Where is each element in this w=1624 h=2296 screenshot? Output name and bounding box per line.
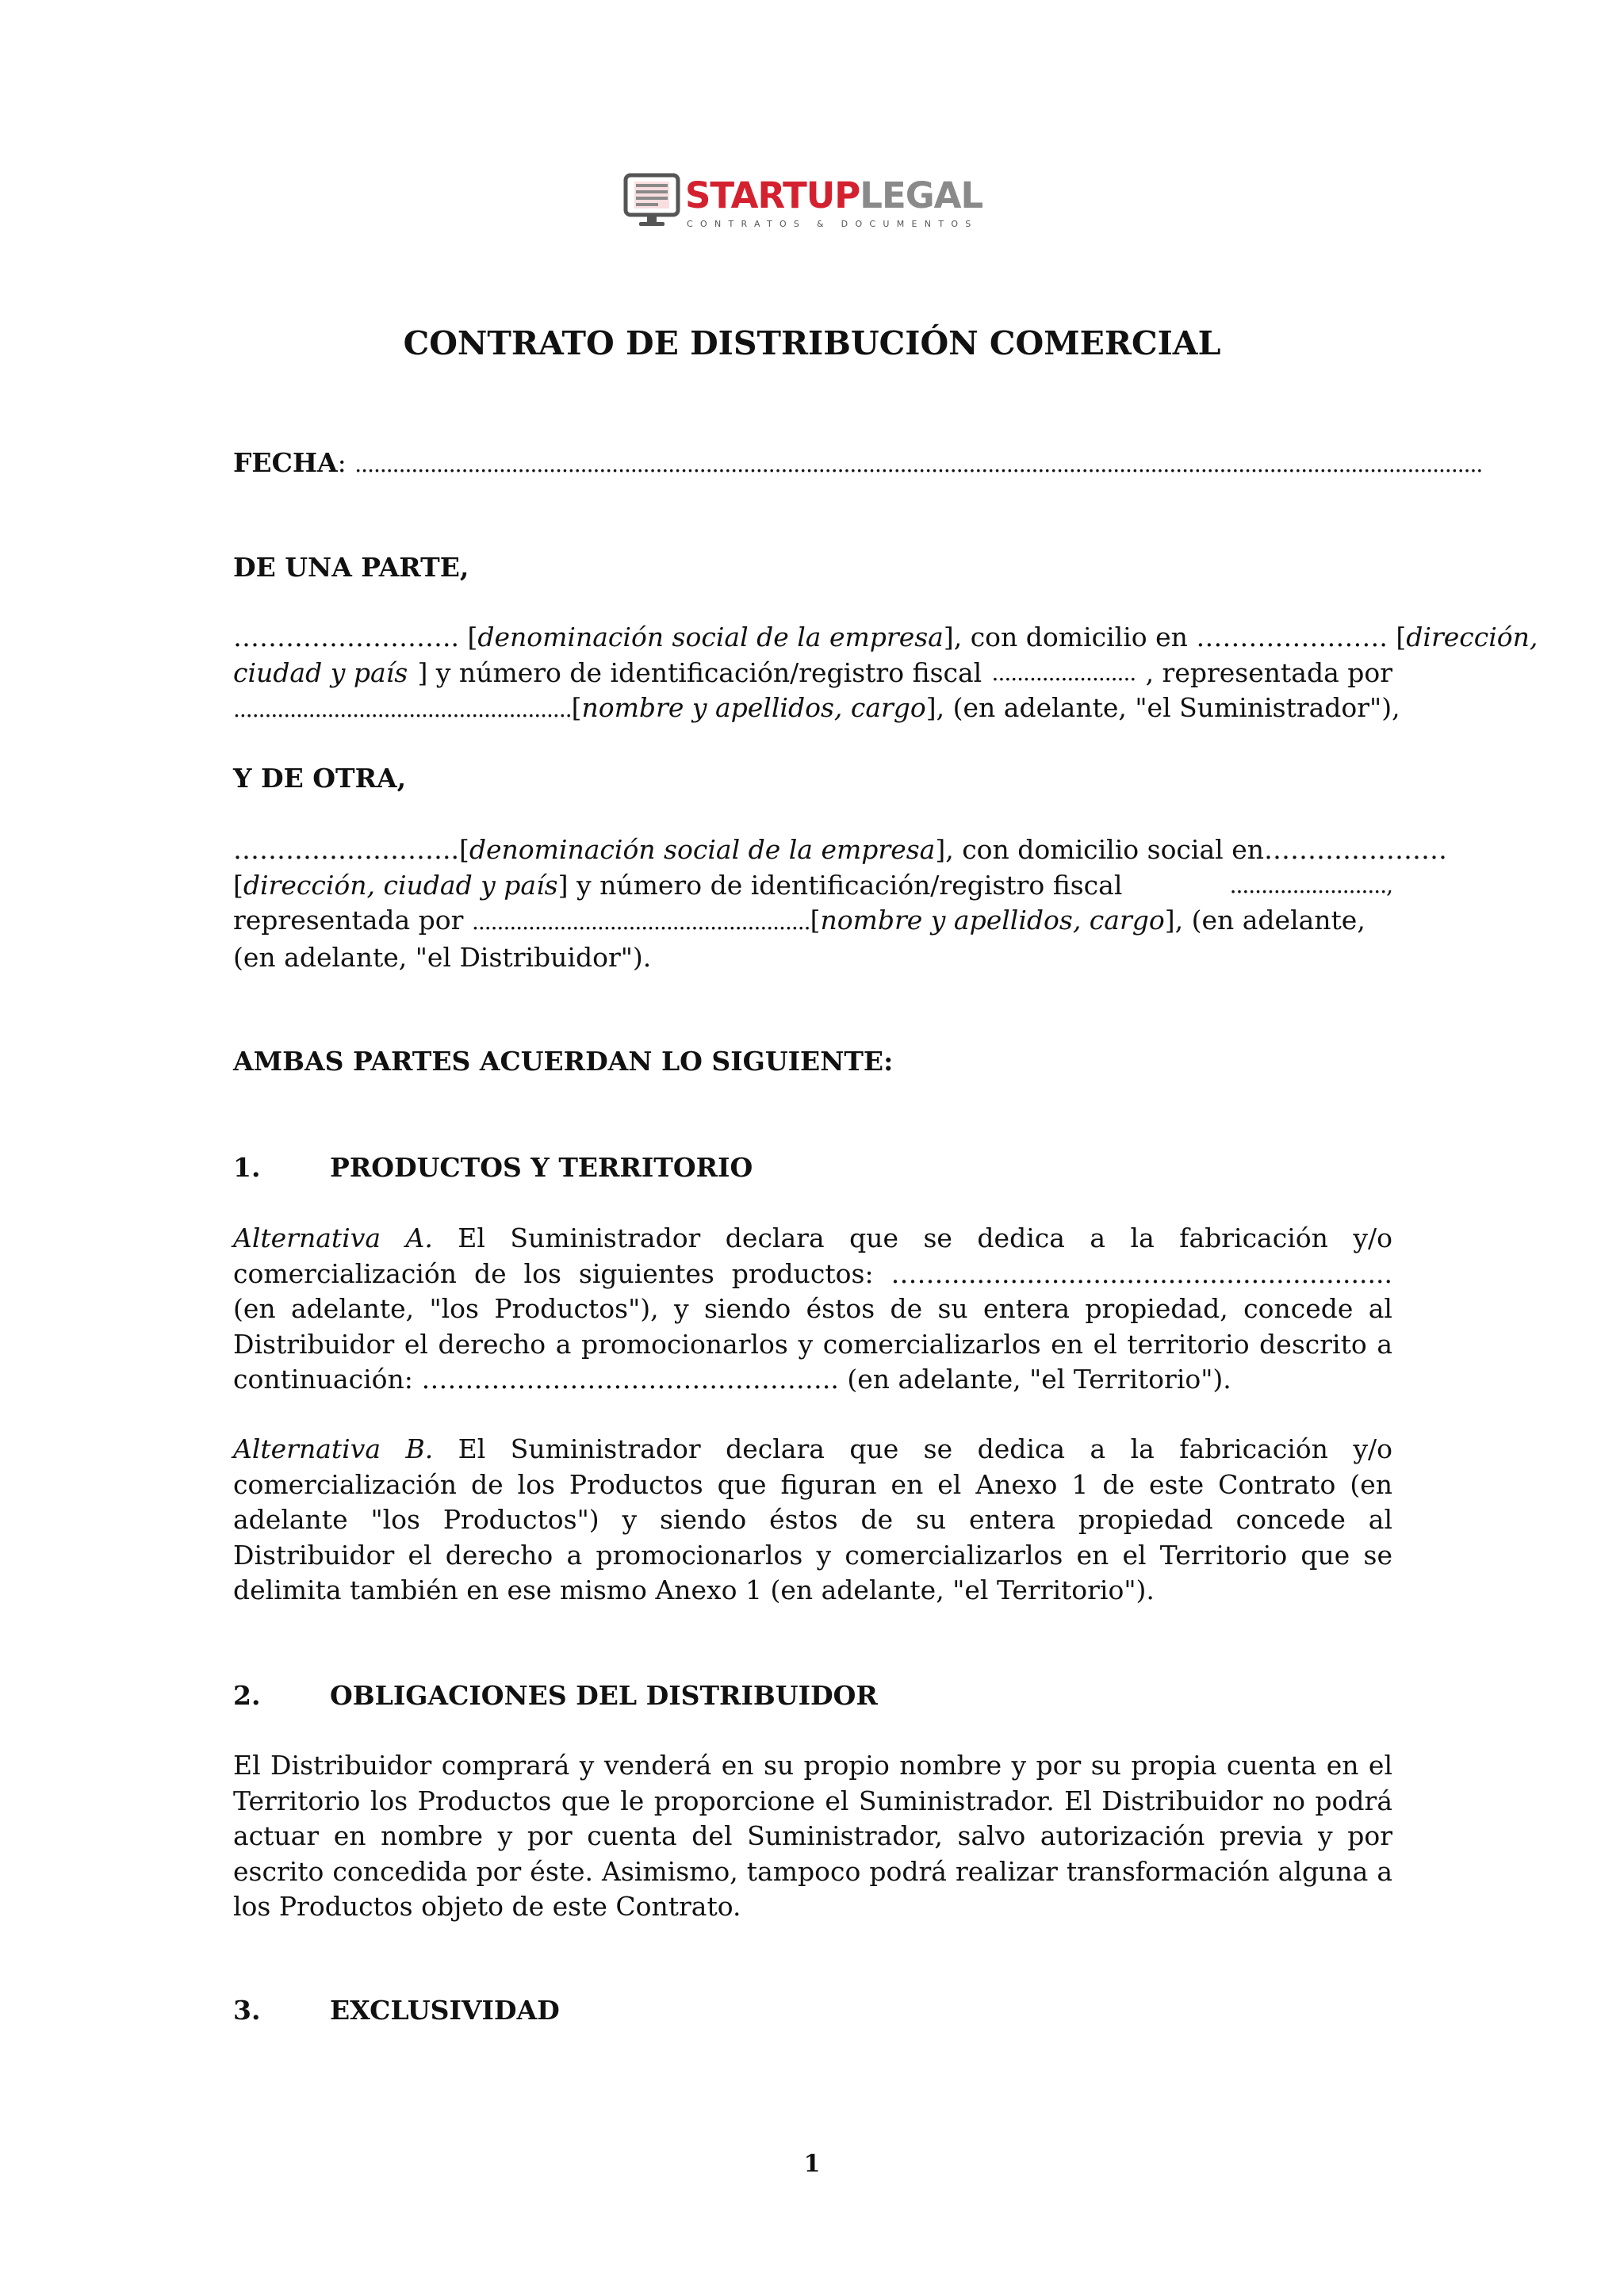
blank: …………………………….…………..	[421, 1364, 839, 1395]
parte2-paragraph	[233, 832, 1447, 975]
document-title: CONTRATO DE DISTRIBUCIÓN COMERCIAL	[403, 324, 1221, 362]
text: ], con domicilio social en	[935, 834, 1264, 865]
text: (en adelante, "el Territorio").	[838, 1364, 1231, 1395]
text: ], (en adelante, "el Suministrador"),	[925, 692, 1400, 723]
placeholder-text: denominación social de la empresa	[469, 834, 936, 865]
parte1-line-1	[233, 620, 1538, 656]
section-1-alternative-b	[233, 1432, 1392, 1609]
section-title: OBLIGACIONES DEL DISTRIBUIDOR	[330, 1680, 878, 1711]
section-2-heading	[233, 1678, 878, 1713]
monitor-document-icon	[623, 173, 680, 230]
text: El Suministrador declara que se dedica a la fabricación y/o comercialización de los Productos que figuran en el Anexo 1 de este Contrato (en adelante "los Productos") y siendo éstos de su entera propiedad concede al Distribuidor el derecho a promocionarlos y comercializarlos en el Territorio que se delimita también en ese mismo Anexo 1 (en adelante, "el Territorio").	[233, 1433, 1392, 1605]
page-number: 1	[803, 2150, 821, 2178]
logo-tagline: CONTRATOS & DOCUMENTOS	[687, 219, 979, 229]
placeholder-text: dirección,	[1406, 622, 1538, 652]
parte2-line-2	[233, 868, 1392, 904]
text: ], (en adelante,	[1164, 905, 1365, 936]
blank: .........................,	[1229, 871, 1392, 898]
section-number: 2.	[233, 1680, 261, 1711]
section-1-heading	[233, 1150, 753, 1185]
blank: ……………………..	[233, 622, 459, 652]
startuplegal-logo	[623, 170, 983, 233]
text: El Suministrador declara que se dedica a la fabricación y/o comercialización de los siguientes productos:	[233, 1223, 1392, 1289]
blank: ......................................................	[471, 909, 810, 935]
section-number: 1.	[233, 1152, 261, 1183]
logo-wordmark	[685, 176, 982, 216]
text: ] y número de identificación/registro fiscal	[557, 869, 1123, 901]
blank: …………………	[1263, 834, 1447, 865]
section-number: 3.	[233, 1995, 261, 2026]
text: [	[571, 692, 582, 723]
parte1-heading: DE UNA PARTE,	[233, 552, 469, 583]
section-title: PRODUCTOS Y TERRITORIO	[330, 1152, 753, 1183]
text: [	[1387, 622, 1407, 652]
blank: ......................................................	[233, 696, 572, 722]
agreement-heading: AMBAS PARTES ACUERDAN LO SIGUIENTE:	[233, 1046, 894, 1077]
alternative-label: Alternativa B.	[233, 1433, 434, 1464]
blank: ………………….	[1196, 622, 1388, 652]
logo-word-startup: STARTUP	[685, 174, 860, 216]
text: [	[458, 834, 469, 865]
placeholder-text: nombre y apellidos, cargo	[581, 692, 926, 723]
blank: ……………………..	[233, 834, 459, 865]
parte2-line-1	[233, 832, 1447, 868]
text: , representada por	[1145, 656, 1392, 688]
text: representada por	[233, 905, 472, 936]
fecha-colon: :	[337, 447, 347, 478]
text: [	[810, 905, 821, 936]
text: [	[233, 869, 243, 901]
text: (en adelante, "los Productos"), y siendo éstos de su entera propiedad, concede al Distribuidor el derecho a promocionarlos y comercializarlos en el territorio descrito a continuación:	[233, 1293, 1392, 1395]
text: [	[458, 622, 478, 652]
text: ], con domicilio en	[943, 622, 1197, 652]
parte2-line-3	[233, 903, 1392, 940]
text: ] y número de identificación/registro fiscal	[417, 656, 982, 688]
parte2-line-4: (en adelante, "el Distribuidor").	[233, 941, 652, 973]
blank: .......................	[991, 659, 1136, 686]
parte2-heading: Y DE OTRA,	[233, 763, 407, 794]
section-1-alternative-a	[233, 1221, 1392, 1398]
parte1-line-2	[233, 656, 1392, 691]
alternative-label: Alternativa A.	[233, 1223, 433, 1253]
fecha-blank: ....................................................................................................................................................................................	[354, 451, 1483, 477]
section-3-heading	[233, 1993, 560, 2028]
placeholder-text: nombre y apellidos, cargo	[820, 905, 1165, 936]
placeholder-text: ciudad y país	[233, 656, 408, 688]
section-2-body: El Distribuidor comprará y venderá en su propio nombre y por su propia cuenta en el Territorio los Productos que le proporcione el Suministrador. El Distribuidor no podrá actuar en nombre y por cuenta del Suministrador, salvo autorización previa y por escrito concedida por éste. Asimismo, tampoco podrá realizar transformación alguna a los Productos objeto de este Contrato.	[233, 1750, 1392, 1922]
placeholder-text: denominación social de la empresa	[477, 622, 944, 652]
logo-word-legal: LEGAL	[860, 174, 983, 216]
blank: ……......................................................	[891, 1257, 1392, 1289]
placeholder-text: dirección, ciudad y país	[243, 869, 558, 901]
section-title: EXCLUSIVIDAD	[330, 1995, 560, 2026]
parte1-paragraph	[233, 620, 1538, 728]
parte1-line-3	[233, 691, 1400, 728]
fecha-label: FECHA	[233, 447, 338, 478]
fecha-line	[233, 446, 1483, 483]
